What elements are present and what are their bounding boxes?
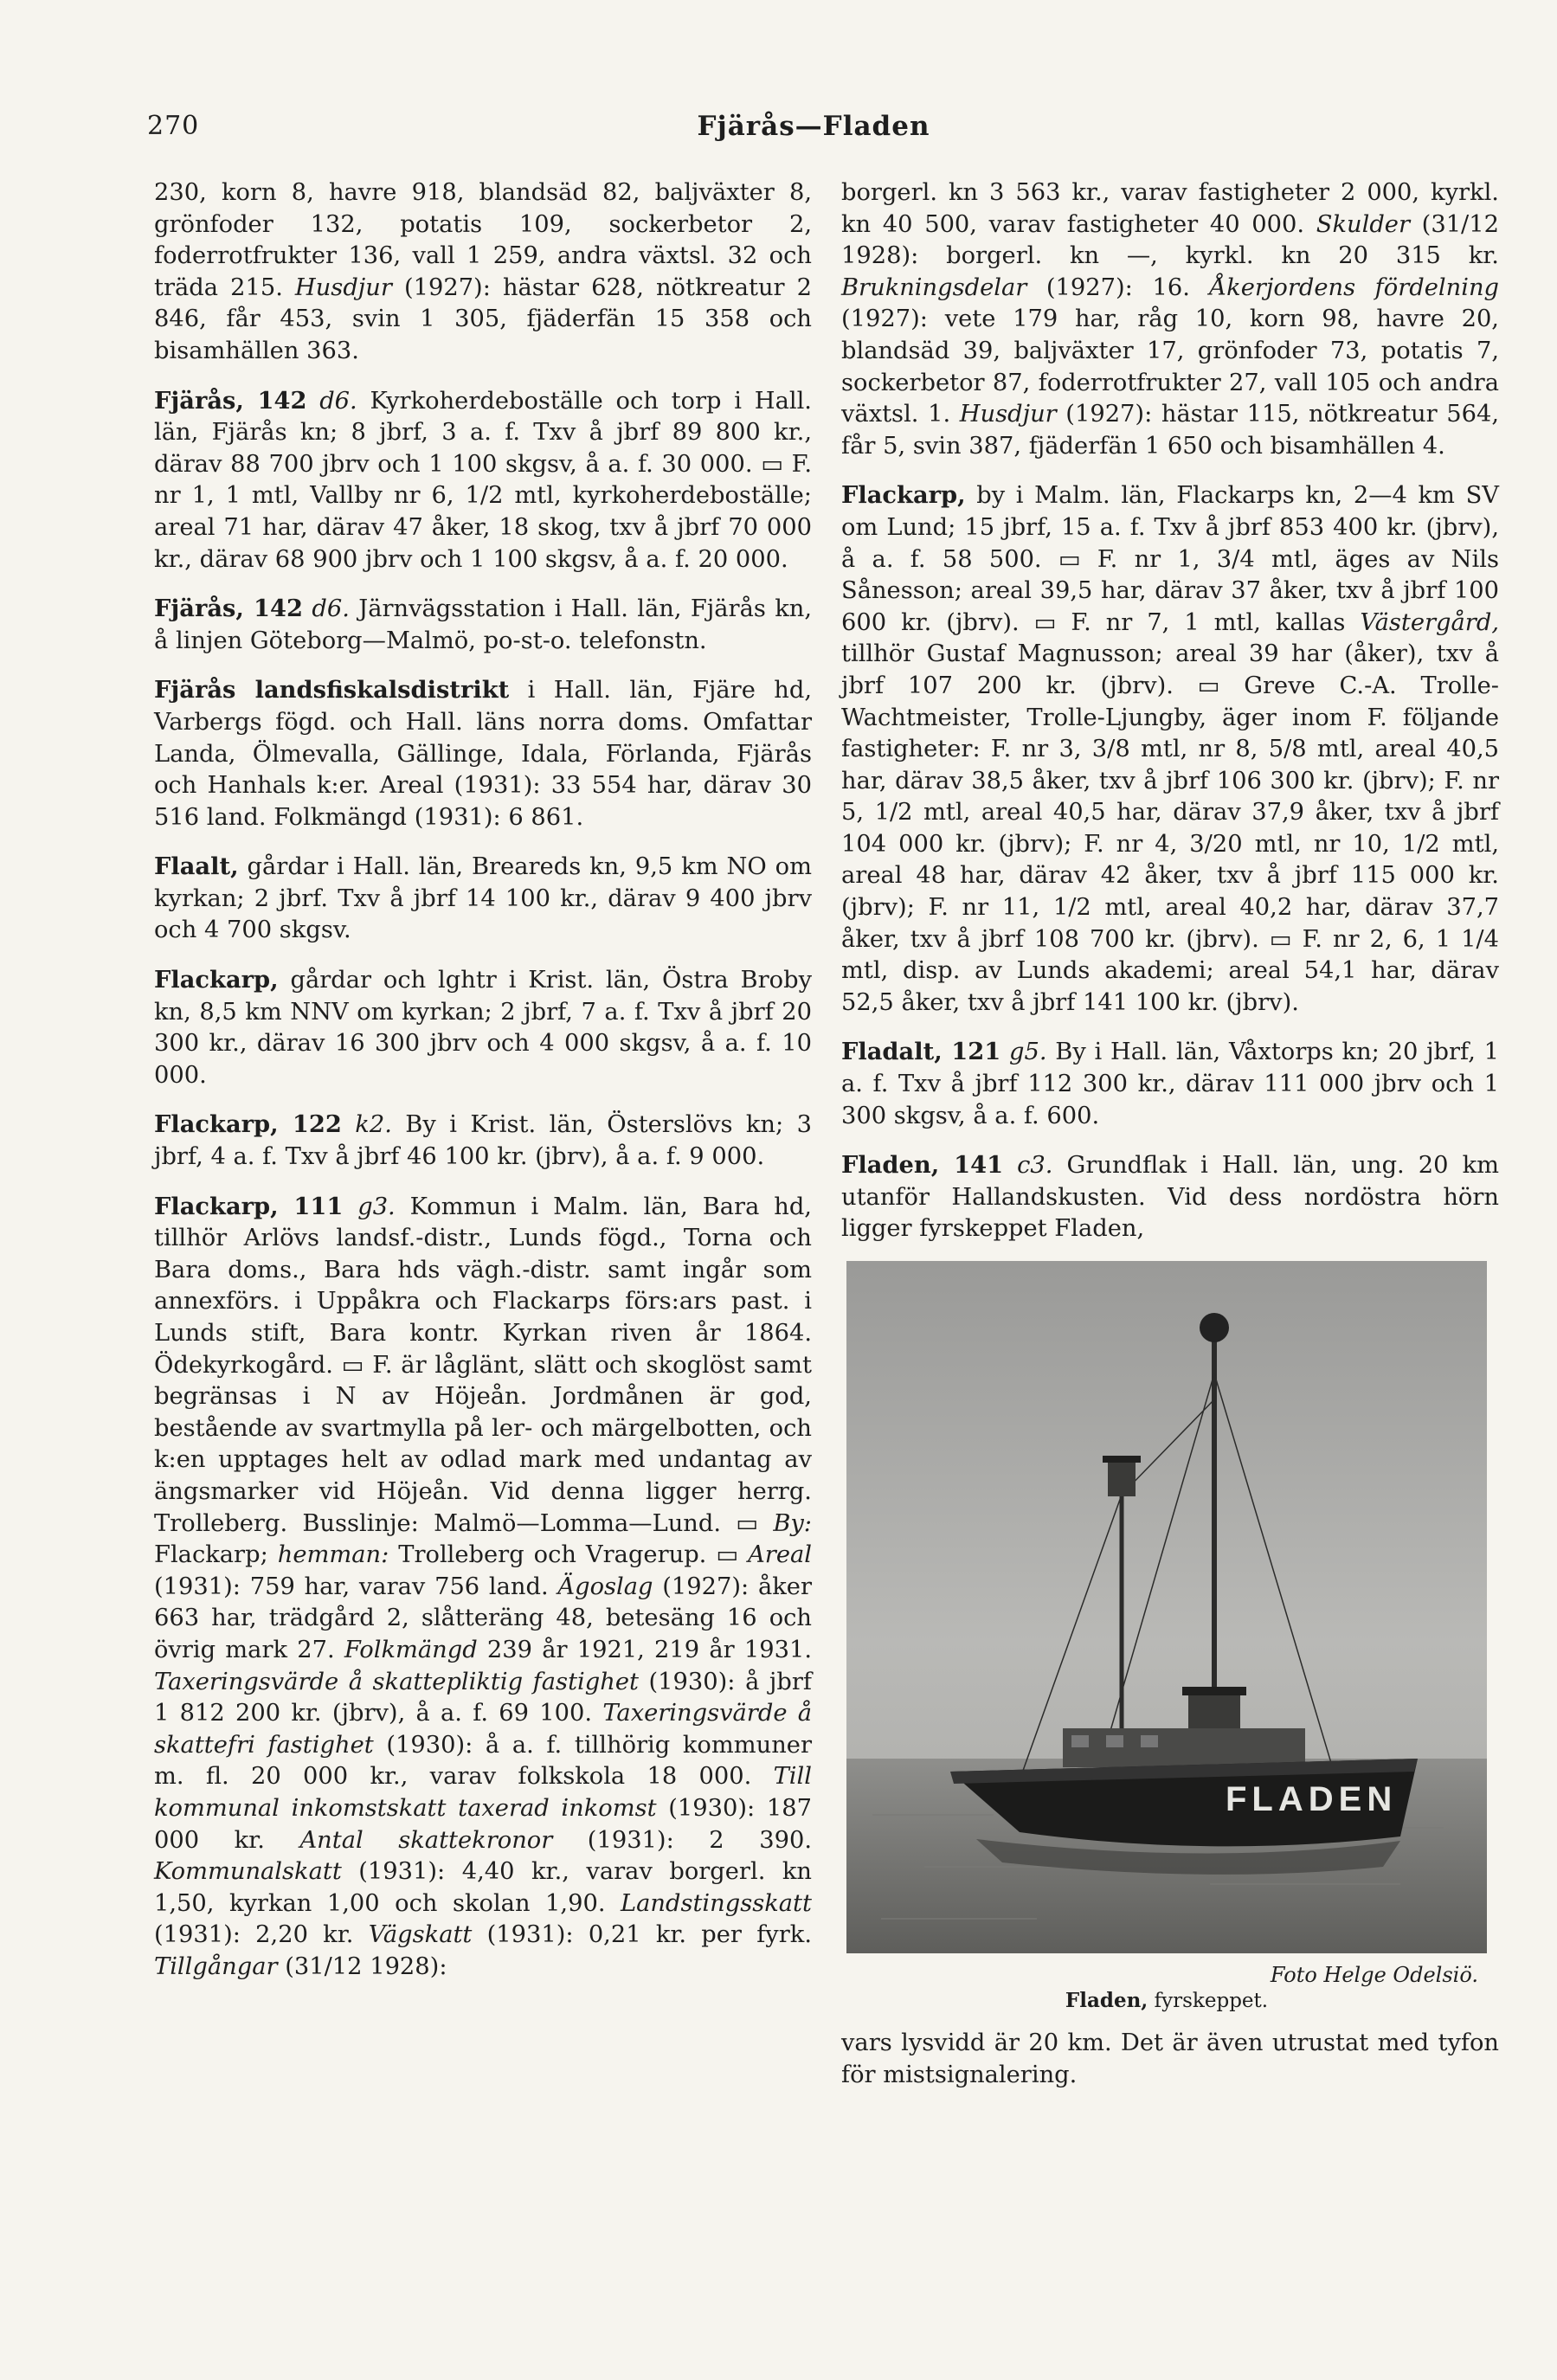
entry-flackarp-kommun: Flackarp, 111 g3. Kommun i Malm. län, Bara hd, tillhör Arlövs landsf.-distr., Lunds fögd., Torna och Bara doms., Bara hds vägh.-distr. samt ingår som annexförs. i Uppåkra och Flackarps förs:ars past. i Lunds stift, Bara kontr. Kyrkan riven år 1864. Ödekyrkogård. ▭ F. är låglänt, slätt och skoglöst samt begränsas i N av Höjeån. Jordmånen är god, bestående av svartmylla på ler- och märgelbotten, och k:en upptages helt av odlad mark med undantag av ängsmarker vid Höjeån. Vid denna ligger herrg. Trolleberg. Busslinje: Malmö—Lomma—Lund. ▭ By: Flackarp; hemman: Trolleberg och Vragerup. ▭ Areal (1931): 759 har, varav 756 land. Ägoslag (1927): åker 663 har, trädgård 2, slåtteräng 48, betesäng 16 och övrig mark 27. Folkmängd 239 år 1921, 219 år 1931. Taxeringsvärde å skattepliktig fastighet (1930): å jbrf 1 812 200 kr. (jbrv), å a. f. 69 100. Taxeringsvärde å skattefri fastighet (1930): å a. f. tillhörig kommuner m. fl. 20 000 kr., varav folkskola 18 000. Till kommunal inkomstskatt taxerad inkomst (1930): 187 000 kr. Antal skattekronor (1931): 2 390. Kommunalskatt (1931): 4,40 kr., varav borgerl. kn 1,50, kyrkan 1,00 och skolan 1,90. Landstingsskatt (1931): 2,20 kr. Vägskatt (1931): 0,21 kr. per fyrk. Tillgångar (31/12 1928): [154,1192,812,1980]
entry-fladen-continued: vars lysvidd är 20 km. Det är även utrustat med tyfon för mistsignalering. [841,2029,1499,2088]
entry-fjaras-jarnvagsstation: Fjärås, 142 d6. Järnvägsstation i Hall. län, Fjärås kn, å linjen Göteborg—Malmö, po-st-o. telefonstn. [154,595,812,654]
entry-flaalt: Flaalt, gårdar i Hall. län, Breareds kn, 9,5 km NO om kyrkan; 2 jbrf. Txv å jbrf 14 100 kr., därav 9 400 jbrv och 4 700 skgsv. [154,852,812,944]
entry-fjaras-kyrkoherdebostalle: Fjärås, 142 d6. Kyrkoherdeboställe och torp i Hall. län, Fjärås kn; 8 jbrf, 3 a. f. Txv å jbrf 89 800 kr., därav 88 700 jbrv och 1 100 skgsv, å a. f. 30 000. ▭ F. nr 1, 1 mtl, Vallby nr 6, 1/2 mtl, kyrkoherdeboställe; areal 71 har, därav 47 åker, 18 skog, txv å jbrf 70 000 kr., därav 68 900 jbrv och 1 100 skgsv, å a. f. 20 000. [154,386,812,573]
left-column [154,177,812,2000]
entry-fladen: Fladen, 141 c3. Grundflak i Hall. län, ung. 20 km utanför Hallandskusten. Vid dess nordöstra hörn ligger fyrskeppet Fladen, [841,1151,1499,1243]
right-column [841,177,1499,2108]
headword: Flackarp, [154,966,279,994]
lightship-photo [846,1261,1487,1953]
headword: Flackarp, [841,481,966,510]
headword: Flackarp, 122 [154,1110,342,1139]
ship-name-text: FLADEN [1226,1780,1398,1818]
page-header [147,111,1480,154]
entry-fjaras-continued: 230, korn 8, havre 918, blandsäd 82, baljväxter 8, grönfoder 132, potatis 109, sockerbetor 2, foderrotfrukter 136, vall 1 259, andra växtsl. 32 och träda 215. Husdjur (1927): hästar 628, nötkreatur 2 846, får 453, svin 1 305, fjäderfän 15 358 och bisamhällen 363. [154,179,812,364]
photo-credit: Foto Helge Odelsiö. [1270,1963,1478,1987]
headword: Fjärås landsfiskalsdistrikt [154,676,510,704]
headword: Flackarp, 111 [154,1192,344,1220]
entry-flackarp-krist: Flackarp, gårdar och lghtr i Krist. län, Östra Broby kn, 8,5 km NNV om kyrkan; 2 jbrf, 7 a. f. Txv å jbrf 20 300 kr., därav 16 300 jbrv och 4 000 skgsv, å a. f. 10 000. [154,966,812,1089]
photo-caption: Fladen, fyrskeppet. [1065,1989,1269,2012]
page-number: 270 [147,111,200,141]
entry-flackarp-kommun-continued: borgerl. kn 3 563 kr., varav fastigheter 2 000, kyrkl. kn 40 500, varav fastigheter 40 000. Skulder (31/12 1928): borgerl. kn —, kyrkl. kn 20 315 kr. Brukningsdelar (1927): 16. Åkerjordens fördelning (1927): vete 179 har, råg 10, korn 98, havre 20, blandsäd 39, baljväxter 17, grönfoder 73, potatis 7, sockerbetor 87, foderrotfrukter 27, vall 105 och andra växtsl. 1. Husdjur (1927): hästar 115, nötkreatur 564, får 5, svin 387, fjäderfän 1 650 och bisamhällen 4. [841,179,1499,460]
lightship-figure [846,1261,1487,2014]
entry-flackarp-122: Flackarp, 122 k2. By i Krist. län, Österslövs kn; 3 jbrf, 4 a. f. Txv å jbrf 46 100 kr. (jbrv), å a. f. 9 000. [154,1110,812,1171]
entry-fjaras-landsfiskalsdistrikt: Fjärås landsfiskalsdistrikt i Hall. län, Fjäre hd, Varbergs fögd. och Hall. läns norra doms. Omfattar Landa, Ölmevalla, Gällinge, Idala, Förlanda, Fjärås och Hanhals k:er. Areal (1931): 33 554 har, därav 30 516 land. Folkmängd (1931): 6 861. [154,676,812,831]
entry-fladalt: Fladalt, 121 g5. By i Hall. län, Våxtorps kn; 20 jbrf, 1 a. f. Txv å jbrf 112 300 kr., därav 111 000 jbrv och 1 300 skgsv, å a. f. 600. [841,1038,1499,1129]
running-title: Fjärås—Fladen [697,111,930,142]
day-mark-ball [1200,1313,1229,1342]
headword: Fladen, 141 [841,1151,1004,1180]
headword: Flaalt, [154,852,239,881]
headword: Fjärås, 142 [154,386,307,415]
headword: Fladalt, 121 [841,1038,1001,1066]
entry-flackarp-by: Flackarp, by i Malm. län, Flackarps kn, 2—4 km SV om Lund; 15 jbrf, 15 a. f. Txv å jbrf 853 400 kr. (jbrv), å a. f. 58 500. ▭ F. nr 1, 3/4 mtl, äges av Nils Sånesson; areal 39,5 har, därav 37 åker, txv å jbrf 100 600 kr. (jbrv). ▭ F. nr 7, 1 mtl, kallas Västergård, tillhör Gustaf Magnusson; areal 39 har (åker), txv å jbrf 107 200 kr. (jbrv). ▭ Greve C.-A. Trolle-Wachtmeister, Trolle-Ljungby, äger inom F. följande fastigheter: F. nr 3, 3/8 mtl, nr 8, 5/8 mtl, areal 40,5 har, därav 38,5 åker, txv å jbrf 106 300 kr. (jbrv); F. nr 5, 1/2 mtl, areal 40,5 har, därav 37,9 åker, txv å jbrf 104 000 kr. (jbrv); F. nr 4, 3/20 mtl, nr 10, 1/2 mtl, areal 48 har, därav 42 åker, txv å jbrf 115 000 kr. (jbrv); F. nr 11, 1/2 mtl, areal 40,2 har, därav 37,7 åker, txv å jbrf 108 700 kr. (jbrv). ▭ F. nr 2, 6, 1 1/4 mtl, disp. av Lunds akademi; areal 54,1 har, därav 52,5 åker, txv å jbrf 141 100 kr. (jbrv). [841,481,1499,1016]
headword: Fjärås, 142 [154,595,304,623]
